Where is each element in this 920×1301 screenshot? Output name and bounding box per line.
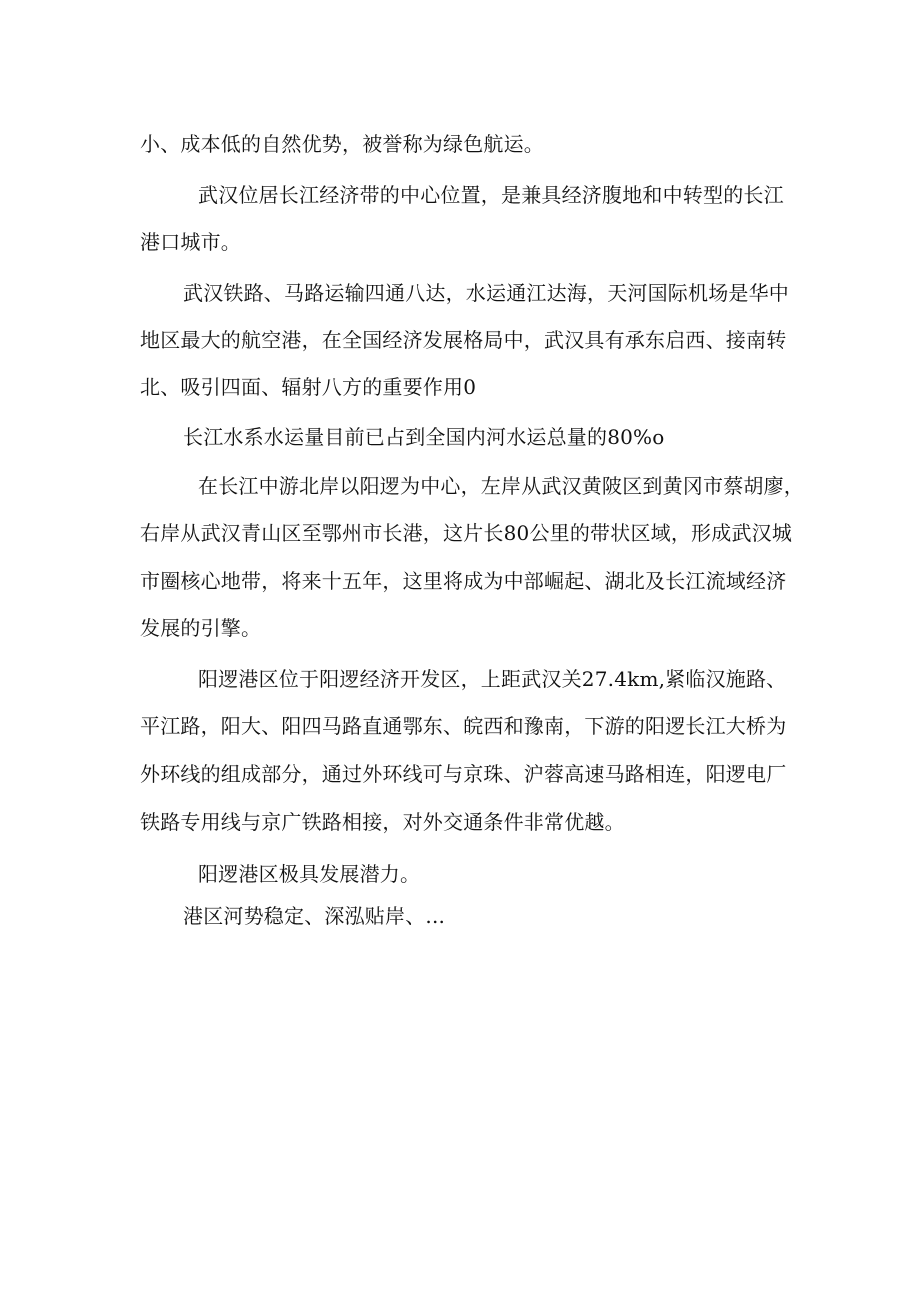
paragraph-line: 武汉铁路、马路运输四通八达，水运通江达海，天河国际机场是华中 (183, 281, 789, 305)
paragraph-line: 长江水系水运量目前已占到全国内河水运总量的80%o (183, 425, 665, 449)
paragraph-line: 市圈核心地带，将来十五年，这里将成为中部崛起、湖北及长江流域经济 (140, 569, 787, 593)
paragraph-line: 在长江中游北岸以阳逻为中心，左岸从武汉黄陂区到黄冈市蔡胡廖， (198, 474, 804, 498)
paragraph-line: 阳逻港区位于阳逻经济开发区，上距武汉关27.4km,紧临汉施路、 (198, 667, 787, 691)
paragraph-line: 武汉位居长江经济带的中心位置，是兼具经济腹地和中转型的长江 (198, 183, 784, 207)
paragraph-line: 右岸从武汉青山区至鄂州市长港，这片长80公里的带状区域，形成武汉城 (140, 521, 793, 545)
paragraph-line: 发展的引擎。 (140, 616, 262, 640)
paragraph-line: 铁路专用线与京广铁路相接，对外交通条件非常优越。 (140, 810, 625, 834)
paragraph-line: 小、成本低的自然优势，被誉称为绿色航运。 (140, 132, 544, 156)
paragraph-line: 平江路，阳大、阳四马路直通鄂东、皖西和豫南，下游的阳逻长江大桥为 (140, 714, 787, 738)
paragraph-line: 地区最大的航空港，在全国经济发展格局中，武汉具有承东启西、接南转 (140, 328, 787, 352)
paragraph-line: 外环线的组成部分，通过外环线可与京珠、沪蓉高速马路相连，阳逻电厂 (140, 762, 787, 786)
paragraph-line: 港区河势稳定、深泓贴岸、... (183, 904, 446, 928)
paragraph-line: 港口城市。 (140, 230, 241, 254)
paragraph-line: 阳逻港区极具发展潜力。 (198, 862, 421, 886)
paragraph-line: 北、吸引四面、辐射八方的重要作用0 (140, 375, 477, 399)
